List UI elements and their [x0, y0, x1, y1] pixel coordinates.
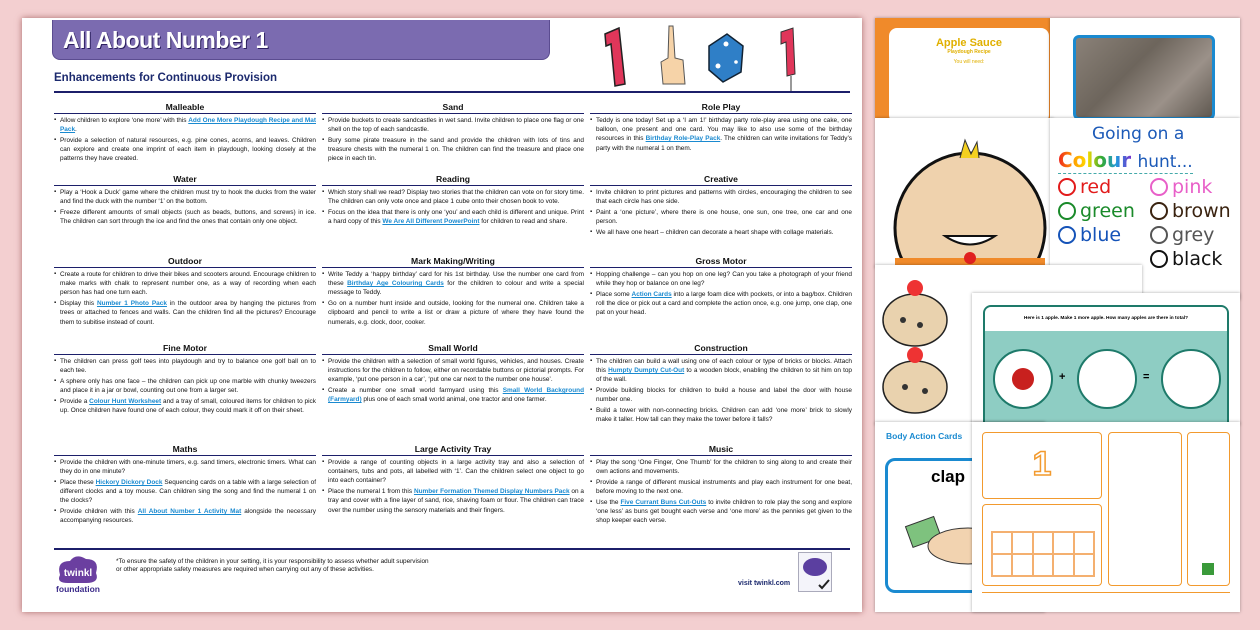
bullet-list: [590, 116, 852, 153]
checkbox-circle-icon: [1150, 250, 1168, 268]
column-1: [54, 18, 316, 558]
list-item: [590, 478, 852, 496]
bullet-text: Play a ‘Hook a Duck’ game where the children must try to hook the ducks from the water and find the duck with the number ‘1’ on the bottom.: [60, 189, 316, 206]
section-heading: Large Activity Tray: [322, 444, 584, 456]
list-item: [322, 487, 584, 515]
list-item: [54, 507, 316, 525]
bullet-text: A sphere only has one face – the children can pick up one marble with chunky tweezers and place it in a jar or bowl, counting out one from a larger set.: [60, 377, 316, 395]
bullet-text: .: [75, 126, 77, 134]
bun-icon: [883, 280, 947, 346]
svg-text:twinkl: twinkl: [63, 568, 93, 579]
list-item: [590, 228, 852, 237]
bullet-text: to invite children to role play the song and explore ‘one less’ as buns get bought each verse and ‘one more’ as the pennies get given to the shop keeper each verse.: [596, 498, 852, 525]
bullet-text: Provide building blocks for children to build a house and label the door with house number one.: [596, 387, 852, 404]
bullet-text: Use the: [596, 498, 621, 506]
list-item: [54, 136, 316, 164]
quality-badge: [798, 552, 832, 592]
recipe-title: Apple Sauce: [935, 37, 1003, 49]
section-heading: Construction: [590, 343, 852, 355]
bullet-list: [322, 458, 584, 515]
bullet-text: Bury some pirate treasure in the sand and provide the children with lots of tins and treasure chests with the numeral 1 on. The children can find the treasure and place one piece in each tin.: [328, 136, 584, 163]
colour-label: pink: [1172, 176, 1213, 198]
page-title: All About Number 1: [63, 27, 268, 53]
resource-link[interactable]: Birthday Age Colouring Cards: [347, 280, 444, 288]
list-item: [590, 188, 852, 206]
colour-item-brown: [1150, 200, 1238, 222]
resource-link[interactable]: Five Currant Buns Cut-Outs: [620, 498, 707, 506]
bun-icon: [883, 347, 947, 413]
resource-link[interactable]: Small World Background (Farmyard): [328, 387, 584, 404]
section-heading: Reading: [322, 174, 584, 186]
photo-preview: [1050, 18, 1240, 118]
section-heading: Sand: [322, 102, 584, 114]
list-item: [54, 270, 316, 298]
list-item: [590, 290, 852, 318]
section-small-world: [322, 343, 584, 406]
hunt-word: hunt...: [1137, 152, 1193, 172]
resource-link[interactable]: Action Cards: [631, 290, 672, 298]
subtitle: Enhancements for Continuous Provision: [54, 72, 277, 84]
bullet-text: Provide a range of different musical instruments and play each instrument for one beat, before moving to the next one.: [596, 478, 852, 496]
bullet-text: for the children to colour and write a special message to Teddy.: [328, 280, 584, 297]
recipe-subtitle: Playdough Recipe: [947, 49, 991, 55]
section-heading: Small World: [322, 343, 584, 355]
list-item: [322, 188, 584, 206]
bullet-list: [54, 458, 316, 525]
list-item: [590, 498, 852, 526]
bullet-text: Provide children with this: [60, 508, 138, 516]
bullet-text: Hopping challenge – can you hop on one leg? Can you take a photograph of your friend while they hop or balance on one leg?: [596, 271, 852, 288]
resource-link[interactable]: Colour Hunt Worksheet: [89, 397, 162, 405]
apple-addition-preview: [972, 293, 1240, 425]
list-item: [590, 208, 852, 226]
bullet-list: [590, 458, 852, 525]
colour-label: grey: [1172, 224, 1215, 246]
bullet-text: Create a route for children to drive their bikes and scooters around. Encourage children to make marks with chalk to represent number one, as a way of recording when each person has had one turn each.: [60, 271, 316, 297]
list-item: [54, 397, 316, 415]
checkbox-circle-icon: [1058, 226, 1076, 244]
colour-label: red: [1080, 176, 1112, 198]
bullet-text: Create a number one small world farmyard using this: [328, 387, 503, 395]
section-music: [590, 444, 852, 527]
bullet-list: [54, 116, 316, 164]
list-item: [54, 208, 316, 226]
divider: [54, 548, 850, 550]
colour-checklist: [1058, 176, 1238, 270]
column-2: [322, 18, 584, 558]
section-mark-making-writing: [322, 256, 584, 328]
bullet-text: The children can build a wall using one of each colour or type of bricks or blocks. Attach this: [596, 358, 852, 375]
colour-item-red: [1058, 176, 1150, 198]
ten-frame: [991, 531, 1095, 577]
camera-icon: [1202, 563, 1214, 575]
section-heading: Music: [590, 444, 852, 456]
bullet-list: [590, 357, 852, 424]
list-item: [590, 116, 852, 153]
colour-item-green: [1058, 200, 1150, 222]
visit-twinkl-link[interactable]: visit twinkl.com: [738, 580, 791, 587]
addition-question: Here is 1 apple. Make 1 more apple. How many apples are there in total?: [985, 307, 1227, 331]
section-heading: Role Play: [590, 102, 852, 114]
bullet-text: Provide the children with a selection of small world figures, vehicles, and houses. Create instructions for the children to follow, either on recordable buttons or pictorial prompts. For example, ‘put one person in a car’, ‘put one car next to the number one house’.: [328, 358, 584, 384]
safety-disclaimer: *To ensure the safety of the children in your setting, it is your responsibility to assess whether adult supervision or other appropriate safety measures are required when carrying out any of these activities.: [116, 558, 429, 574]
resource-link[interactable]: Number Formation Themed Display Numbers Pack: [413, 488, 570, 496]
bullet-text: Provide a range of counting objects in a large activity tray and also a selection of containers, tubs and pots, all labelled with ‘1’. Can the children select one object to go into each container?: [328, 459, 584, 485]
list-item: [322, 208, 584, 226]
list-item: [54, 299, 316, 327]
resource-link[interactable]: We Are All Different PowerPoint: [382, 218, 480, 226]
list-item: [54, 116, 316, 134]
resource-link[interactable]: Birthday Role-Play Pack: [645, 135, 721, 143]
section-gross-motor: [590, 256, 852, 319]
bullet-list: [322, 116, 584, 164]
list-item: [322, 270, 584, 298]
colour-word: Colour: [1058, 148, 1132, 172]
section-creative: [590, 174, 852, 239]
list-item: [54, 458, 316, 476]
checkbox-circle-icon: [1150, 202, 1168, 220]
section-heading: Fine Motor: [54, 343, 316, 355]
bullet-list: [590, 188, 852, 237]
list-item: [590, 357, 852, 385]
bullet-text: Provide a selection of natural resources, e.g. pine cones, acorns, and leaves. Children can explore and create one imprint of each item in playdough, looking closely at the patterns they have created.: [60, 136, 316, 163]
bullet-text: Place these: [60, 478, 96, 486]
section-heading: Maths: [54, 444, 316, 456]
section-heading: Outdoor: [54, 256, 316, 268]
activity-document: [22, 18, 862, 612]
bullet-text: Provide the children with one-minute timers, e.g. sand timers, electronic timers. What can they do in one minute?: [60, 459, 316, 476]
section-large-activity-tray: [322, 444, 584, 516]
bullet-text: Provide a: [60, 397, 90, 405]
bullet-text: Freeze different amounts of small objects (such as beads, buttons, and screws) in ice. The children can sort through the ice and find the ones that contain only one object.: [60, 208, 316, 226]
list-item: [54, 357, 316, 375]
bullet-text: Provide buckets to create sandcastles in wet sand. Invite children to place one flag or one shell on the top of each sandcastle.: [328, 117, 584, 134]
bullet-text: Display this: [60, 300, 97, 308]
section-water: [54, 174, 316, 228]
list-item: [590, 458, 852, 476]
colour-label: green: [1080, 200, 1135, 222]
bullet-list: [322, 357, 584, 405]
section-malleable: [54, 102, 316, 165]
section-fine-motor: [54, 343, 316, 417]
bullet-list: [54, 357, 316, 415]
list-item: [322, 299, 584, 327]
section-reading: [322, 174, 584, 228]
colour-hunt-title: Going on a: [1092, 124, 1185, 144]
list-item: [322, 116, 584, 134]
resource-link[interactable]: Humpty Dumpty Cut-Out: [608, 367, 685, 375]
section-heading: Creative: [590, 174, 852, 186]
bullet-text: Allow children to explore ‘one more’ with this: [60, 117, 189, 124]
colour-label: black: [1172, 248, 1223, 270]
list-item: [590, 386, 852, 404]
bullet-text: in the outdoor area by hanging the pictures from trees or attached to fences and walls. Can the children find all the pictures? Encourage them to subitise instead of count.: [60, 300, 317, 326]
bullet-text: and a tray of small, coloured items for children to pick up. Once children have found one of each colour, they could mark it off on their sheet.: [60, 397, 316, 415]
checkbox-circle-icon: [1150, 178, 1168, 196]
checkbox-circle-icon: [1058, 202, 1076, 220]
colour-label: blue: [1080, 224, 1122, 246]
bullet-text: Focus on the idea that there is only one ‘you’ and each child is different and unique. Print a hard copy of this: [328, 208, 584, 226]
bullet-list: [54, 270, 316, 327]
colour-label: brown: [1172, 200, 1231, 222]
humpty-dumpty-preview: [875, 118, 1053, 268]
section-construction: [590, 343, 852, 426]
bullet-text: Teddy is one today! Set up a ‘I am 1!’ birthday party role-play area using one cake, one balloon, one present and one card. You may like to also use some of the birthday resources in this: [596, 117, 852, 143]
bullet-text: . The children can write invitations for Teddy’s party with the numeral 1 on them.: [596, 135, 852, 152]
checkbox-circle-icon: [1150, 226, 1168, 244]
list-item: [322, 458, 584, 486]
section-role-play: [590, 102, 852, 154]
checkbox-circle-icon: [1058, 178, 1076, 196]
bullet-text: We all have one heart – children can decorate a heart shape with collage materials.: [596, 228, 834, 236]
section-heading: Gross Motor: [590, 256, 852, 268]
bullet-text: Place the numeral 1 from this: [328, 488, 414, 496]
bullet-text: Place some: [596, 290, 632, 298]
list-item: [322, 386, 584, 404]
bullet-text: Which story shall we read? Display two stories that the children can vote on for story time. The children can only vote once and place 1 cube onto their chosen book to vote.: [328, 189, 584, 206]
bullet-text: The children can press golf tees into playdough and try to balance one golf ball on to each tee.: [60, 358, 316, 375]
bullet-list: [590, 270, 852, 318]
resource-link[interactable]: All About Number 1 Activity Mat: [137, 508, 242, 516]
twinkl-foundation-logo: [54, 553, 102, 595]
colour-item-blue: [1058, 224, 1150, 246]
svg-text:foundation: foundation: [56, 584, 100, 594]
list-item: [54, 478, 316, 506]
bullet-text: Go on a number hunt inside and outside, looking for the numeral one. Children take a clipboard and pencil to write a list or draw a picture of where they have found the numerals, e.g. clock, door, cooker.: [328, 300, 584, 326]
section-heading: Mark Making/Writing: [322, 256, 584, 268]
bullet-text: for children to read and share.: [479, 218, 568, 226]
action-word: clap: [930, 467, 966, 486]
list-item: [54, 188, 316, 206]
bullet-text: alongside the necessary accompanying resources.: [60, 508, 316, 525]
section-heading: Water: [54, 174, 316, 186]
list-item: [322, 357, 584, 385]
list-item: [590, 406, 852, 424]
bullet-text: Build a tower with non-connecting bricks. Children can add ‘one more’ brick to slowly make it taller. How tall can they make the tower before it falls?: [596, 407, 852, 424]
resource-link[interactable]: Hickory Dickory Dock: [95, 478, 163, 486]
section-maths: [54, 444, 316, 527]
list-item: [590, 270, 852, 288]
apple-icon: [1012, 368, 1034, 390]
section-outdoor: [54, 256, 316, 328]
bullet-text: Play the song ‘One Finger, One Thumb’ for the children to sing along to and create their own actions and movements.: [596, 459, 852, 476]
colour-item-black: [1150, 248, 1238, 270]
resource-link[interactable]: Number 1 Photo Pack: [96, 300, 167, 308]
body-action-title: Body Action Cards: [886, 431, 963, 441]
bullet-list: [322, 188, 584, 226]
bullet-text: Invite children to print pictures and patterns with circles, encouraging the children to see that each circle has one side.: [596, 189, 852, 206]
bullet-text: Paint a ‘one picture’, where there is one house, one sun, one tree, one car and one person.: [596, 208, 852, 226]
list-item: [54, 377, 316, 395]
equals-sign: =: [1143, 371, 1150, 383]
section-sand: [322, 102, 584, 165]
bullet-text: Sequencing cards on a table with a large selection of different clocks and a toy mouse. Can children sing the song and find the numeral 1 on the clocks?: [60, 478, 316, 505]
list-item: [322, 136, 584, 164]
apple-sauce-recipe-preview: [875, 18, 1050, 118]
recipe-ingredients-heading: You will need:: [953, 59, 985, 65]
bullet-list: [322, 270, 584, 327]
plus-sign: +: [1059, 371, 1066, 383]
bullet-text: plus one of each small world animal, one tractor and one farmer.: [361, 396, 547, 404]
section-heading: Malleable: [54, 102, 316, 114]
colour-item-pink: [1150, 176, 1238, 198]
activity-mat-preview: [972, 422, 1240, 612]
bullet-text: into a large foam dice with pockets, or into a bag/box. Children roll the dice or pick out a card and complete the action once, e.g. one jump, one clap, one pat on your head.: [596, 290, 852, 317]
column-3: [590, 18, 852, 558]
numeral-one: 1: [1032, 445, 1052, 483]
colour-item-grey: [1150, 224, 1238, 246]
bullet-text: Write Teddy a ‘happy birthday’ card for his 1st birthday. Use the number one card from these: [328, 271, 584, 288]
bullet-text: on a tray and cover with a fine layer of sand, rice, shaving foam or flour. The children can trace over the number using the sensory materials and their fingers.: [328, 488, 585, 514]
bullet-text: to a wooden block, enabling the children to sit him on top of the wall.: [596, 367, 853, 384]
bullet-list: [54, 188, 316, 226]
resource-link[interactable]: Add One More Playdough Recipe and Mat Pack: [60, 117, 316, 134]
